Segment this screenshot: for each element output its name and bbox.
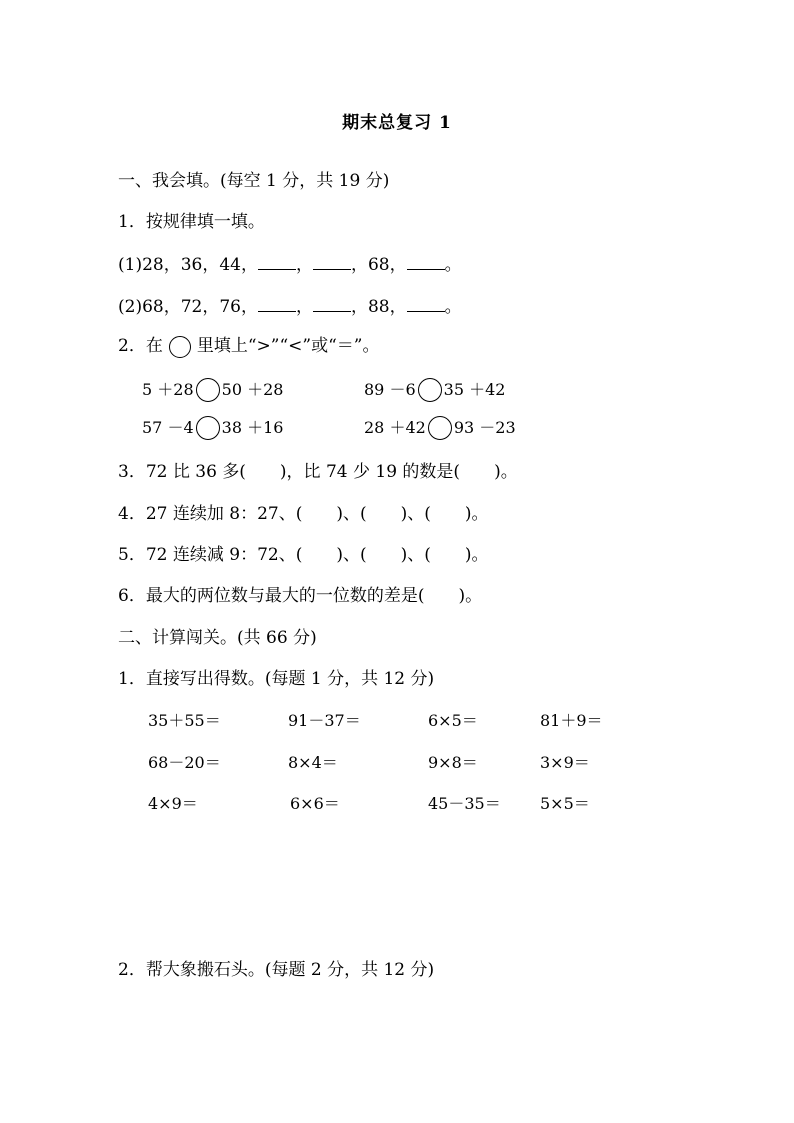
q1-row1-sep: ， [295,255,313,275]
q3-text: 3．72 比 36 多( )，比 74 少 19 的数是( )。 [118,462,518,482]
compare-item [364,416,516,440]
compare-circle[interactable] [196,416,220,440]
q1-row2-sep: ， [295,297,313,317]
q1-row1-prefix: (1)28，36，44， [118,255,258,275]
q2-label-b: 里填上“>”“<”或“＝”。 [196,336,380,356]
compare-left: 89 －6 [364,380,416,399]
calc-item: 3×9＝ [540,753,590,772]
q1-row2-prefix: (2)68，72，76， [118,297,258,317]
q1-label: 1．按规律填一填。 [118,212,265,232]
answer-blank[interactable] [313,295,351,312]
calc-label: 1．直接写出得数。(每题 1 分，共 12 分) [118,669,435,689]
q2-label [118,335,379,358]
answer-blank[interactable] [258,295,296,312]
calc-item: 4×9＝ [148,794,198,813]
answer-blank[interactable] [407,253,445,270]
compare-circle[interactable] [196,378,220,402]
compare-item [142,416,283,440]
answer-blank[interactable] [407,295,445,312]
q6-text: 6．最大的两位数与最大的一位数的差是( )。 [118,586,483,606]
compare-right: 50 ＋28 [221,380,284,399]
compare-right: 35 ＋42 [443,380,506,399]
q5-text: 5．72 连续减 9：72、( )、( )、( )。 [118,545,489,565]
compare-item [364,378,505,402]
calc-item: 5×5＝ [540,794,590,813]
compare-circle[interactable] [428,416,452,440]
answer-blank[interactable] [258,253,296,270]
compare-right: 38 ＋16 [221,418,284,437]
q2-elephant-label: 2．帮大象搬石头。(每题 2 分，共 12 分) [118,960,435,980]
compare-left: 28 ＋42 [364,418,426,437]
section2-heading: 二、计算闯关。(共 66 分) [118,628,317,648]
calc-item: 45－35＝ [428,794,501,813]
q1-row1-end: 。 [444,255,462,275]
compare-item [142,378,283,402]
calc-item: 8×4＝ [288,753,338,772]
calc-item: 91－37＝ [288,711,361,730]
calc-item: 9×8＝ [428,753,478,772]
calc-item: 6×6＝ [290,794,340,813]
answer-blank[interactable] [313,253,351,270]
compare-left: 5 ＋28 [142,380,194,399]
calc-item: 81＋9＝ [540,711,603,730]
q1-row1 [118,253,462,276]
q1-row2-end: 。 [444,297,462,317]
compare-right: 93 －23 [453,418,516,437]
q1-row2-mid: ，88， [350,297,407,317]
calc-item: 6×5＝ [428,711,478,730]
compare-circle[interactable] [418,378,442,402]
calc-item: 35＋55＝ [148,711,221,730]
calc-item: 68－20＝ [148,753,221,772]
page-title: 期末总复习 1 [342,113,452,133]
compare-left: 57 －4 [142,418,194,437]
circle-icon [169,336,191,358]
q1-row1-mid: ，68， [350,255,407,275]
q1-row2 [118,295,462,318]
section1-heading: 一、我会填。(每空 1 分，共 19 分) [118,171,390,191]
q2-label-a: 2．在 [118,336,163,356]
q4-text: 4．27 连续加 8：27、( )、( )、( )。 [118,504,489,524]
